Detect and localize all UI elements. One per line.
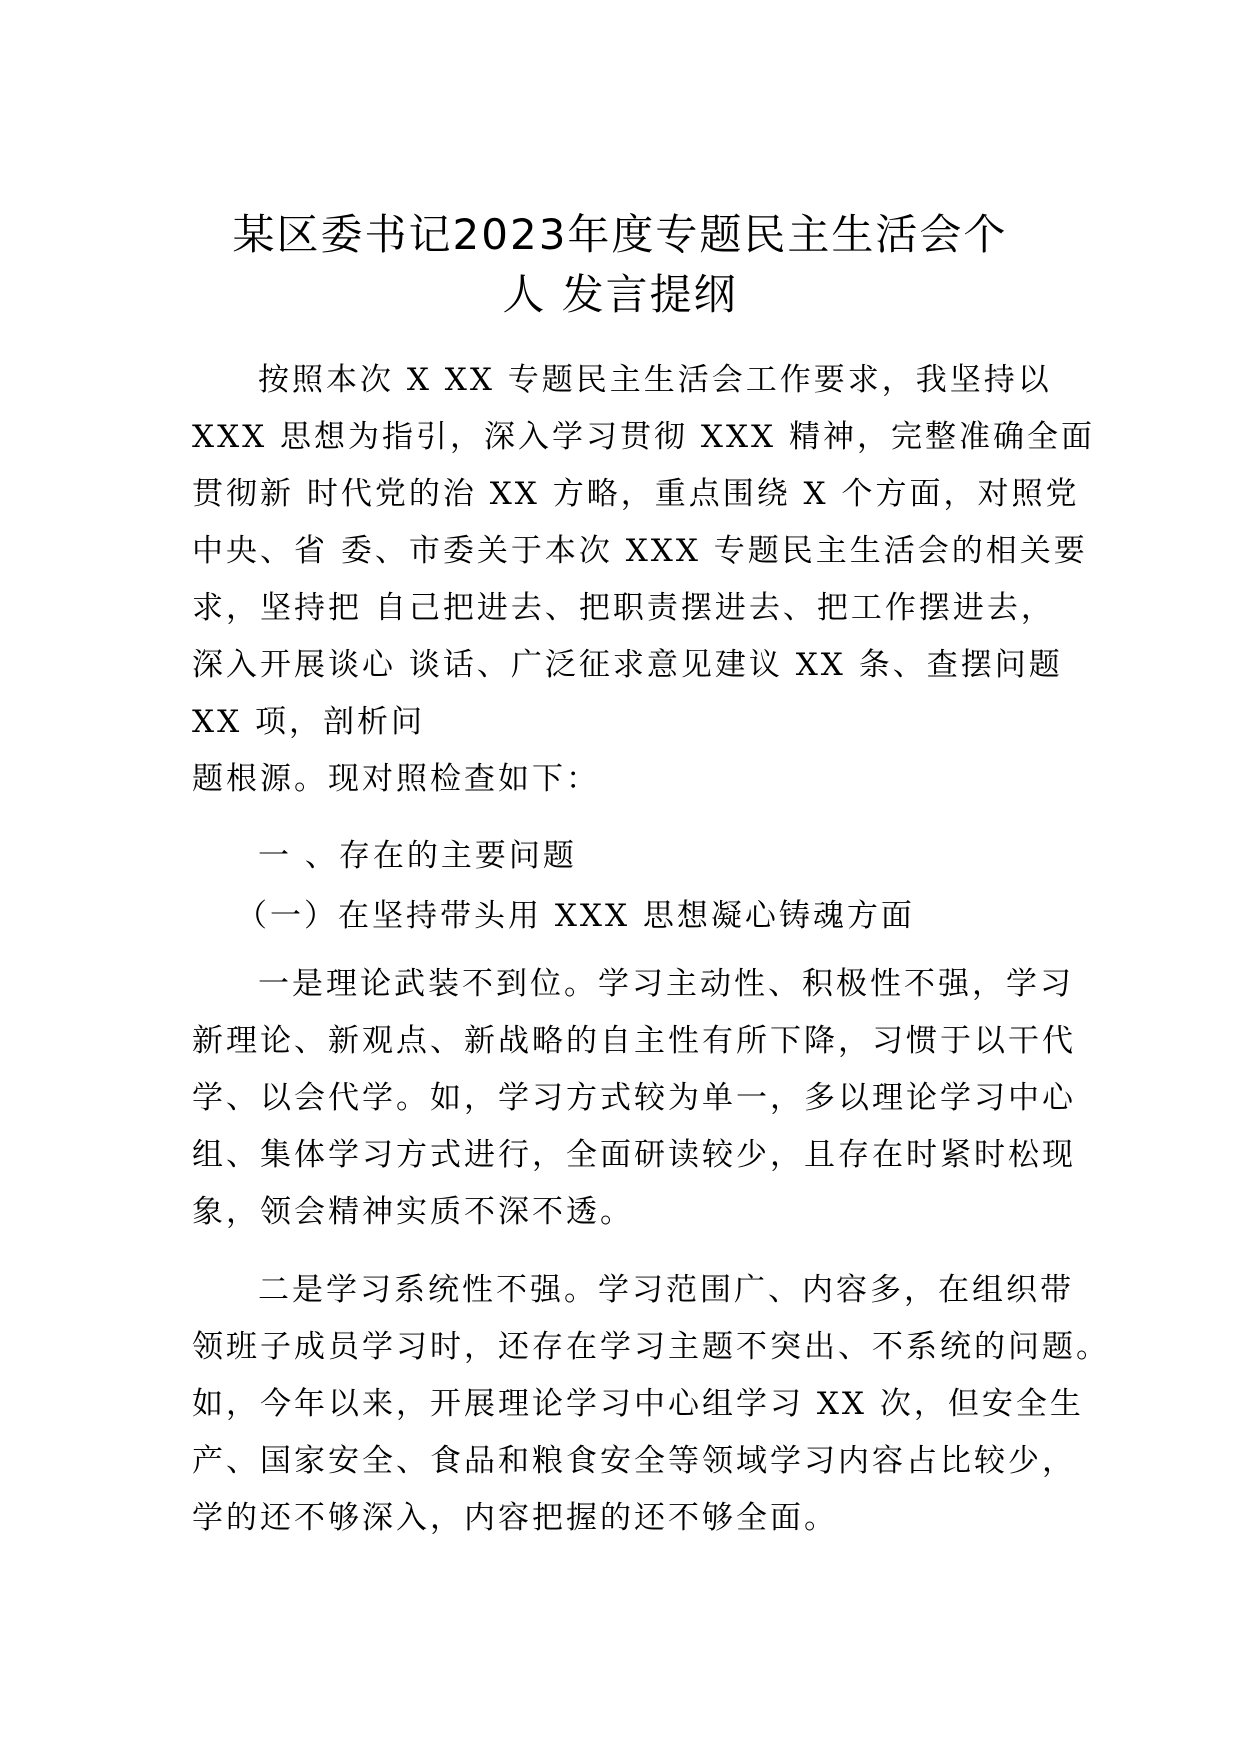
section-heading-block — [192, 828, 1072, 885]
document-title-line-1: 某区委书记2023年度专题民主生活会个 — [232, 210, 1008, 259]
paragraph-line: 新理论、新观点、新战略的自主性有所下降，习惯于以干代 — [192, 1023, 1076, 1059]
paragraph-line: 学的还不够深入，内容把握的还不够全面。 — [192, 1500, 838, 1536]
intro-line: 按照本次 X XX 专题民主生活会工作要求，我坚持以 — [258, 362, 1052, 398]
subsection-heading-block — [192, 888, 1072, 945]
document-title-line-2: 人 发言提纲 — [502, 270, 738, 319]
paragraph-systematic — [192, 1262, 1110, 1547]
section-heading: 一 、存在的主要问题 — [258, 838, 577, 874]
paragraph-line: 学、以会代学。如，学习方式较为单一，多以理论学习中心 — [192, 1080, 1076, 1116]
intro-line: 中央、省 委、市委关于本次 XXX 专题民主生活会的相关要 — [192, 533, 1088, 569]
subsection-heading: （一）在坚持带头用 XXX 思想凝心铸魂方面 — [236, 898, 915, 934]
intro-line: 题根源。现对照检查如下： — [192, 761, 600, 797]
paragraph-line: 领班子成员学习时，还存在学习主题不突出、不系统的问题。 — [192, 1329, 1110, 1365]
paragraph-line: 象，领会精神实质不深不透。 — [192, 1194, 634, 1230]
intro-line: XX 项，剖析问 — [192, 704, 425, 740]
intro-line: XXX 思想为指引，深入学习贯彻 XXX 精神，完整准确全面 — [192, 419, 1095, 455]
paragraph-line: 如，今年以来，开展理论学习中心组学习 XX 次，但安全生 — [192, 1386, 1084, 1422]
intro-line: 深入开展谈心 谈话、广泛征求意见建议 XX 条、查摆问题 — [192, 647, 1063, 683]
intro-paragraph — [192, 352, 1095, 808]
paragraph-line: 二是学习系统性不强。学习范围广、内容多，在组织带 — [258, 1272, 1074, 1308]
intro-line: 求，坚持把 自己把进去、把职责摆进去、把工作摆进去， — [192, 590, 1055, 626]
paragraph-line: 产、国家安全、食品和粮食安全等领域学习内容占比较少， — [192, 1443, 1076, 1479]
paragraph-line: 组、集体学习方式进行，全面研读较少，且存在时紧时松现 — [192, 1137, 1076, 1173]
paragraph-theory — [192, 956, 1076, 1241]
intro-line: 贯彻新 时代党的治 XX 方略，重点围绕 X 个方面，对照党 — [192, 476, 1080, 512]
paragraph-line: 一是理论武装不到位。学习主动性、积极性不强，学习 — [258, 966, 1074, 1002]
